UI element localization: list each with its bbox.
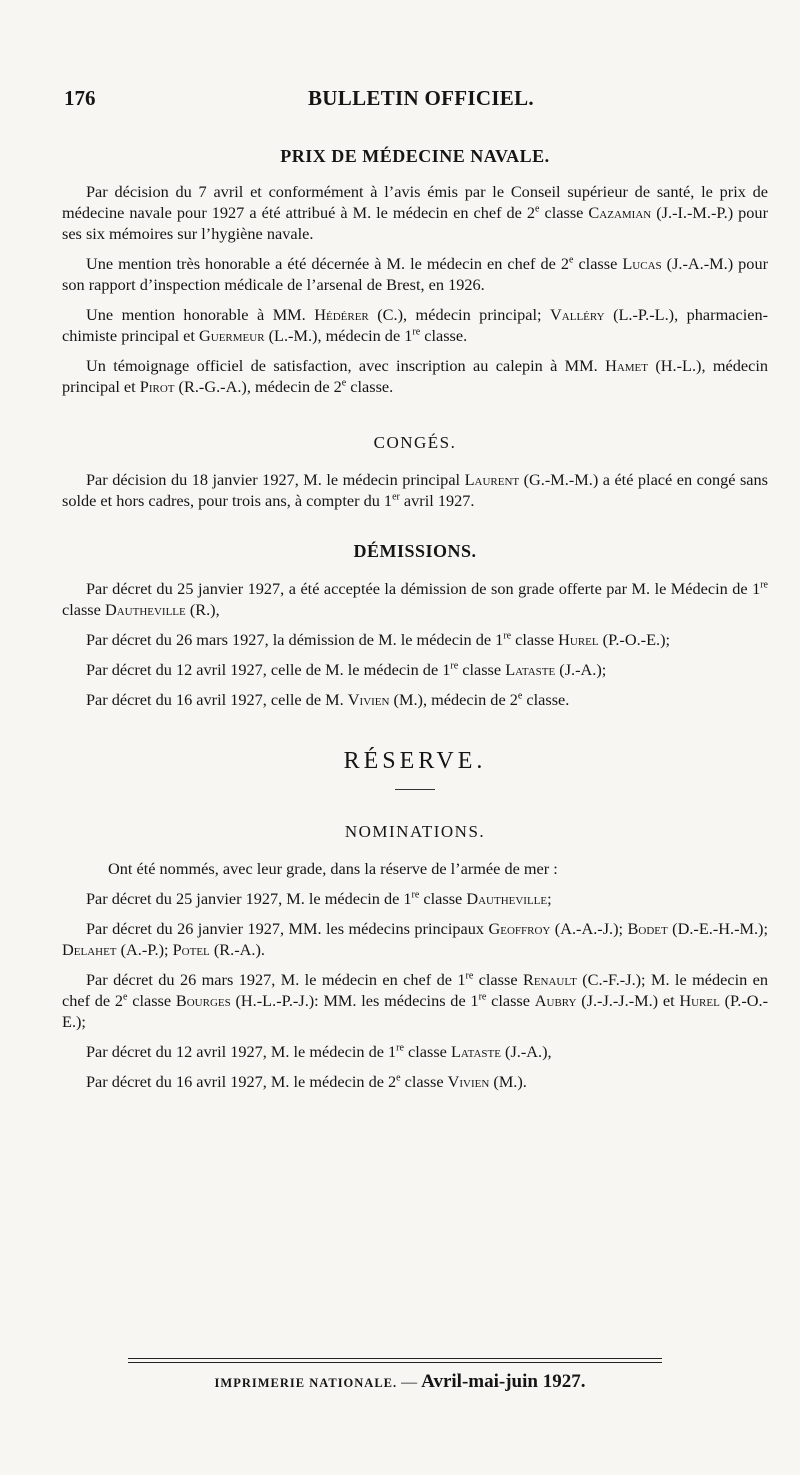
person-name: Laurent: [464, 470, 520, 489]
paragraph: Ont été nommés, avec leur grade, dans la réserve de l’armée de mer :: [108, 859, 558, 878]
person-name: Pirot: [139, 377, 175, 396]
paragraph: Par décision du 18 janvier 1927, M. le médecin principal Laurent (G.-M.-M.) a été placé en congé sans solde et hors cadres, pour trois ans, à compter du 1er avril 1927.: [62, 470, 769, 510]
running-title: BULLETIN OFFICIEL.: [308, 86, 534, 110]
section-title-prix: PRIX DE MÉDECINE NAVALE.: [280, 146, 550, 166]
section-title-demissions: DÉMISSIONS.: [353, 541, 477, 561]
printer-name: IMPRIMERIE NATIONALE.: [214, 1376, 398, 1390]
person-name: Hurel: [679, 991, 720, 1010]
person-name: Lataste: [505, 660, 556, 679]
person-name: Cazamian: [588, 203, 652, 222]
paragraph: Par décret du 26 janvier 1927, MM. les médecins principaux Geoffroy (A.-A.-J.); Bodet (D.-E.-H.-M.); Delahet (A.-P.); Potel (R.-A.).: [62, 919, 768, 959]
person-name: Bodet: [627, 919, 668, 938]
paragraph: Par décret du 12 avril 1927, M. le médecin de 1re classe Lataste (J.-A.),: [86, 1042, 552, 1061]
page-body: [62, 146, 768, 1092]
person-name: Vivien: [447, 1072, 490, 1091]
section-title-reserve: RÉSERVE.: [343, 748, 487, 774]
paragraph: Par décret du 25 janvier 1927, M. le médecin de 1re classe Dautheville;: [86, 889, 552, 908]
person-name: Dautheville: [466, 889, 548, 908]
section-title-conges: CONGÉS.: [373, 433, 457, 452]
person-name: Dautheville: [104, 600, 186, 619]
person-name: Geoffroy: [488, 919, 551, 938]
person-name: Vivien: [347, 690, 390, 709]
person-name: Potel: [172, 940, 210, 959]
person-name: Delahet: [62, 940, 117, 959]
paragraph: Une mention honorable à MM. Hédérer (C.), médecin principal; Valléry (L.-P.-L.), pharmacien-chimiste principal et Guermeur (L.-M.), médecin de 1re classe.: [62, 305, 769, 345]
paragraph: Par décret du 26 mars 1927, la démission de M. le médecin de 1re classe Hurel (P.-O.-E.);: [86, 630, 671, 649]
issue-date: Avril-mai-juin 1927.: [421, 1371, 586, 1392]
person-name: Lucas: [622, 254, 662, 273]
page-number: 176: [64, 86, 96, 110]
paragraph: Par décret du 16 avril 1927, celle de M. Vivien (M.), médecin de 2e classe.: [86, 690, 570, 709]
paragraph: Par décret du 16 avril 1927, M. le médecin de 2e classe Vivien (M.).: [86, 1072, 527, 1091]
person-name: Valléry: [550, 305, 605, 324]
person-name: Hurel: [558, 630, 599, 649]
person-name: Guermeur: [199, 326, 265, 345]
footer-dash: —: [397, 1374, 422, 1391]
divider: [395, 789, 435, 790]
paragraph: Un témoignage officiel de satisfaction, avec inscription au calepin à MM. Hamet (H.-L.), médecin principal et Pirot (R.-G.-A.), médecin de 2e classe.: [62, 356, 769, 396]
subsection-title-nominations: NOMINATIONS.: [344, 822, 486, 841]
paragraph: Une mention très honorable a été décernée à M. le médecin en chef de 2e classe Lucas (J.-A.-M.) pour son rapport d’inspection médicale de l’arsenal de Brest, en 1926.: [62, 254, 769, 294]
person-name: Hédérer: [314, 305, 369, 324]
paragraph: Par décret du 12 avril 1927, celle de M. le médecin de 1re classe Lataste (J.-A.);: [86, 660, 607, 679]
person-name: Renault: [522, 970, 577, 989]
paragraph: Par décret du 26 mars 1927, M. le médecin en chef de 1re classe Renault (C.-F.-J.); M. le médecin en chef de 2e classe Bourges (H.-L.-P.-J.): MM. les médecins de 1re classe Aubry (J.-J.-J.-M.) et Hurel (P.-O.-E.);: [62, 970, 769, 1031]
person-name: Lataste: [450, 1042, 501, 1061]
page-header: [62, 86, 768, 116]
person-name: Bourges: [175, 991, 231, 1010]
footer-rule-top: [128, 1358, 662, 1359]
paragraph: Par décision du 7 avril et conformément à l’avis émis par le Conseil supérieur de santé, le prix de médecine navale pour 1927 a été attribué à M. le médecin en chef de 2e classe Cazamian (J.-I.-M.-P.) pour ses six mémoires sur l’hygiène navale.: [62, 182, 768, 243]
paragraph: Par décret du 25 janvier 1927, a été acceptée la démission de son grade offerte par M. le Médecin de 1re classe Dautheville (R.),: [62, 579, 768, 619]
person-name: Aubry: [534, 991, 577, 1010]
person-name: Hamet: [605, 356, 648, 375]
footer-rule-bottom: [128, 1362, 662, 1363]
page-footer: [0, 1371, 800, 1393]
